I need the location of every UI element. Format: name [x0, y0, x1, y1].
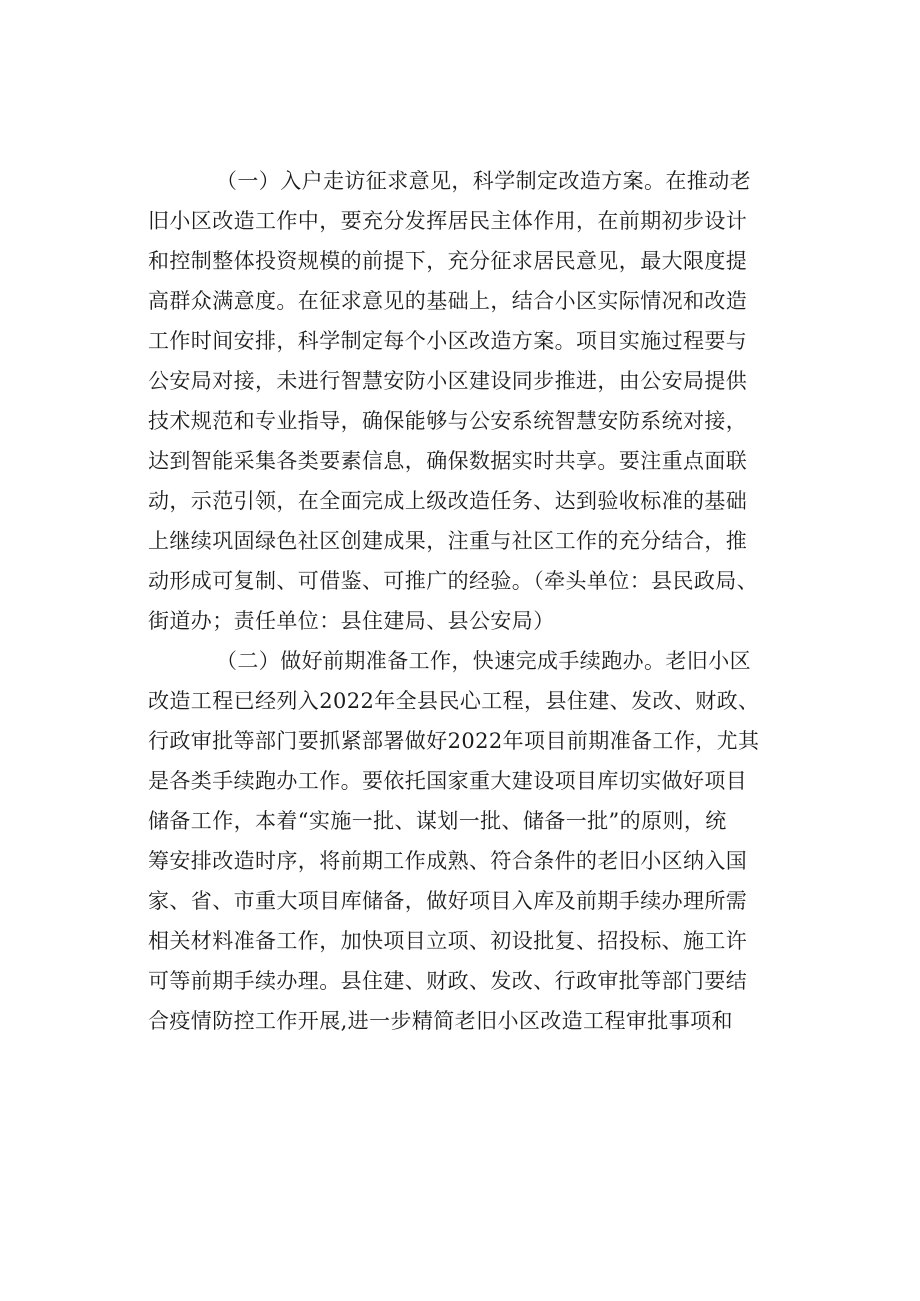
body-text — [148, 161, 808, 1041]
paragraph-2-line-6: 筹安排改造时序，将前期工作成熟、符合条件的老旧小区纳入国 — [148, 849, 748, 873]
paragraph-1-line-10: 上继续巩固绿色社区创建成果，注重与社区工作的充分结合，推 — [148, 529, 748, 553]
paragraph-1-line-1: （一）入户走访征求意见，科学制定改造方案。在推动老 — [216, 169, 751, 193]
paragraph-1-line-3: 和控制整体投资规模的前提下，充分征求居民意见，最大限度提 — [148, 249, 748, 273]
paragraph-2-line-2: 改造工程已经列入2022年全县民心工程，县住建、发改、财政、 — [148, 689, 760, 713]
paragraph-1-line-6: 公安局对接，未进行智慧安防小区建设同步推进，由公安局提供 — [148, 369, 748, 393]
paragraph-1-line-12: 街道办；责任单位：县住建局、县公安局） — [148, 609, 555, 633]
paragraph-1-line-7: 技术规范和专业指导，确保能够与公安系统智慧安防系统对接， — [148, 409, 748, 433]
paragraph-2-line-1: （二）做好前期准备工作，快速完成手续跑办。老旧小区 — [216, 649, 751, 673]
paragraph-2-line-3: 行政审批等部门要抓紧部署做好2022年项目前期准备工作，尤其 — [148, 729, 760, 753]
paragraph-1-line-11: 动形成可复制、可借鉴、可推广的经验。（牵头单位：县民政局、 — [148, 569, 759, 593]
paragraph-1-line-5: 工作时间安排，科学制定每个小区改造方案。项目实施过程要与 — [148, 329, 748, 353]
paragraph-2-line-8: 相关材料准备工作，加快项目立项、初设批复、招投标、施工许 — [148, 929, 748, 953]
paragraph-2-line-10: 合疫情防控工作开展,进一步精简老旧小区改造工程审批事项和 — [148, 1009, 733, 1033]
paragraph-1-line-4: 高群众满意度。在征求意见的基础上，结合小区实际情况和改造 — [148, 289, 748, 313]
paragraph-2-line-7: 家、省、市重大项目库储备，做好项目入库及前期手续办理所需 — [148, 889, 748, 913]
paragraph-1-line-8: 达到智能采集各类要素信息，确保数据实时共享。要注重点面联 — [148, 449, 748, 473]
paragraph-2-line-5: 储备工作，本着“实施一批、谋划一批、储备一批”的原则，统 — [148, 809, 727, 833]
paragraph-1-line-2: 旧小区改造工作中，要充分发挥居民主体作用，在前期初步设计 — [148, 209, 748, 233]
paragraph-2-line-4: 是各类手续跑办工作。要依托国家重大建设项目库切实做好项目 — [148, 769, 748, 793]
paragraph-1-line-9: 动，示范引领，在全面完成上级改造任务、达到验收标准的基础 — [148, 489, 748, 513]
paragraph-2-line-9: 可等前期手续办理。县住建、财政、发改、行政审批等部门要结 — [148, 969, 748, 993]
